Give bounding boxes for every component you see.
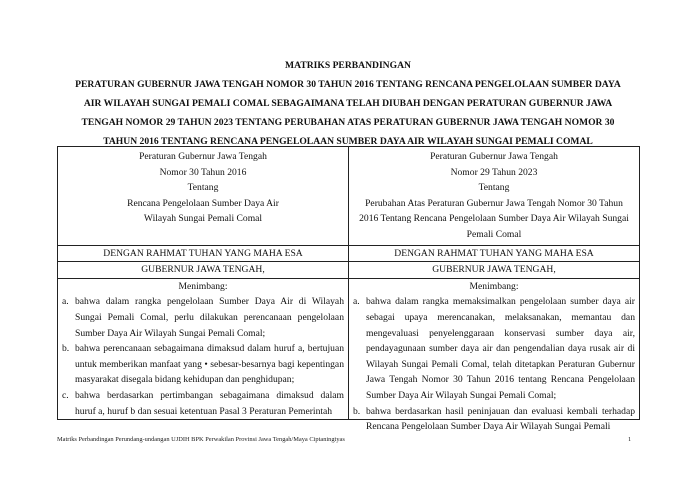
item-marker: a.: [62, 296, 69, 308]
list-item: [353, 404, 635, 435]
left-menimbang-cell: [58, 278, 349, 419]
title-line: MATRIKS PERBANDINGAN: [285, 60, 411, 71]
item-marker: b.: [62, 343, 70, 355]
table-header-row: [58, 147, 640, 246]
item-marker: c.: [62, 389, 69, 401]
left-header-line: Wilayah Sungai Pemali Comal: [143, 213, 263, 225]
right-header-line: Nomor 29 Tahun 2023: [450, 166, 538, 178]
title-line: TENGAH NOMOR 29 TAHUN 2023 TENTANG PERUBAHAN ATAS PERATURAN GUBERNUR JAWA TENGAH NOMOR 30: [81, 117, 615, 128]
list-item: [62, 294, 344, 341]
left-header-line: Tentang: [187, 182, 219, 194]
right-gubernur: GUBERNUR JAWA TENGAH,: [349, 262, 640, 279]
right-considerations-list: [353, 294, 635, 434]
title-line: AIR WILAYAH SUNGAI PEMALI COMAL SEBAGAIMANA TELAH DIUBAH DENGAN PERATURAN GUBERNUR JAWA: [83, 98, 613, 109]
left-gubernur: GUBERNUR JAWA TENGAH,: [58, 262, 349, 279]
right-header-line: Perubahan Atas Peraturan Gubernur Jawa Tengah Nomor 30 Tahun: [365, 197, 623, 209]
right-menimbang-cell: [349, 278, 640, 433]
page-footer: Matriks Perbandingan Perundang-undangan UJDIH BPK Perwakilan Provinsi Jawa Tengah/Maya Ciptaningtyas: [57, 436, 345, 443]
document-title: [0, 56, 696, 151]
comparison-table: [57, 146, 640, 433]
right-header-line: 2016 Tentang Rencana Pengelolaan Sumber Daya Air Wilayah Sungai: [359, 213, 629, 225]
menimbang-row: [58, 278, 640, 419]
page-number: 1: [628, 436, 632, 443]
title-line: PERATURAN GUBERNUR JAWA TENGAH NOMOR 30 TAHUN 2016 TENTANG RENCANA PENGELOLAAN SUMBER DAYA: [75, 79, 621, 90]
left-header-line: Rencana Pengelolaan Sumber Daya Air: [127, 197, 279, 209]
item-marker: b.: [353, 405, 361, 417]
left-menimbang-label: Menimbang:: [178, 280, 228, 292]
item-marker: a.: [353, 296, 360, 308]
left-considerations-list: [62, 294, 344, 419]
list-item: [62, 388, 344, 419]
list-item: [62, 341, 344, 388]
list-item: [353, 294, 635, 403]
right-rahmat: DENGAN RAHMAT TUHAN YANG MAHA ESA: [349, 245, 640, 262]
item-text: bahwa berdasarkan pertimbangan sebagaimana dimaksud dalam huruf a, huruf b dan sesuai ketentuan Pasal 3 Peraturan Pemerintah: [75, 389, 344, 417]
left-header-cell: [58, 147, 349, 246]
right-header-line: Pemali Comal: [466, 228, 522, 240]
right-header-line: Peraturan Gubernur Jawa Tengah: [430, 151, 558, 162]
left-header-line: Nomor 30 Tahun 2016: [159, 166, 247, 178]
right-header-cell: [349, 147, 640, 246]
item-text: bahwa dalam rangka memaksimalkan pengelolaan sumber daya air sebagai upaya merencanakan, melaksanakan, memantau dan mengevaluasi penyelenggaraan konservasi sumber daya air, pendayagunaan sumber daya air dan pengendalian daya rusak air di Wilayah Sungai Pemali Comal, telah ditetapkan Peraturan Gubernur Jawa Tengah Nomor 30 Tahun 2016 tentang Rencana Pengelolaan Sumber Daya Air Wilayah Sungai Pemali Comal;: [366, 296, 635, 401]
left-header-line: Peraturan Gubernur Jawa Tengah: [139, 151, 267, 162]
right-header-line: Tentang: [478, 182, 510, 194]
rahmat-row: [58, 245, 640, 262]
item-text: bahwa berdasarkan hasil peninjauan dan evaluasi kembali terhadap Rencana Pengelolaan Sumber Daya Air Wilayah Sungai Pemali: [366, 405, 635, 433]
item-text: bahwa perencanaan sebagaimana dimaksud dalam huruf a, bertujuan untuk memberikan manfaat yang • sebesar-besarnya bagi kepentingan masyarakat disegala bidang kehidupan dan penghidupan;: [75, 343, 344, 386]
gubernur-row: [58, 262, 640, 279]
left-rahmat: DENGAN RAHMAT TUHAN YANG MAHA ESA: [58, 245, 349, 262]
item-text: bahwa dalam rangka pengelolaan Sumber Daya Air di Wilayah Sungai Pemali Comal, perlu dilakukan perencanaan pengelolaan Sumber Daya Air Wilayah Sungai Pemali Comal;: [75, 296, 344, 339]
title-line: TAHUN 2016 TENTANG RENCANA PENGELOLAAN SUMBER DAYA AIR WILAYAH SUNGAI PEMALI COMAL: [103, 136, 593, 147]
right-menimbang-label: Menimbang:: [469, 280, 519, 292]
